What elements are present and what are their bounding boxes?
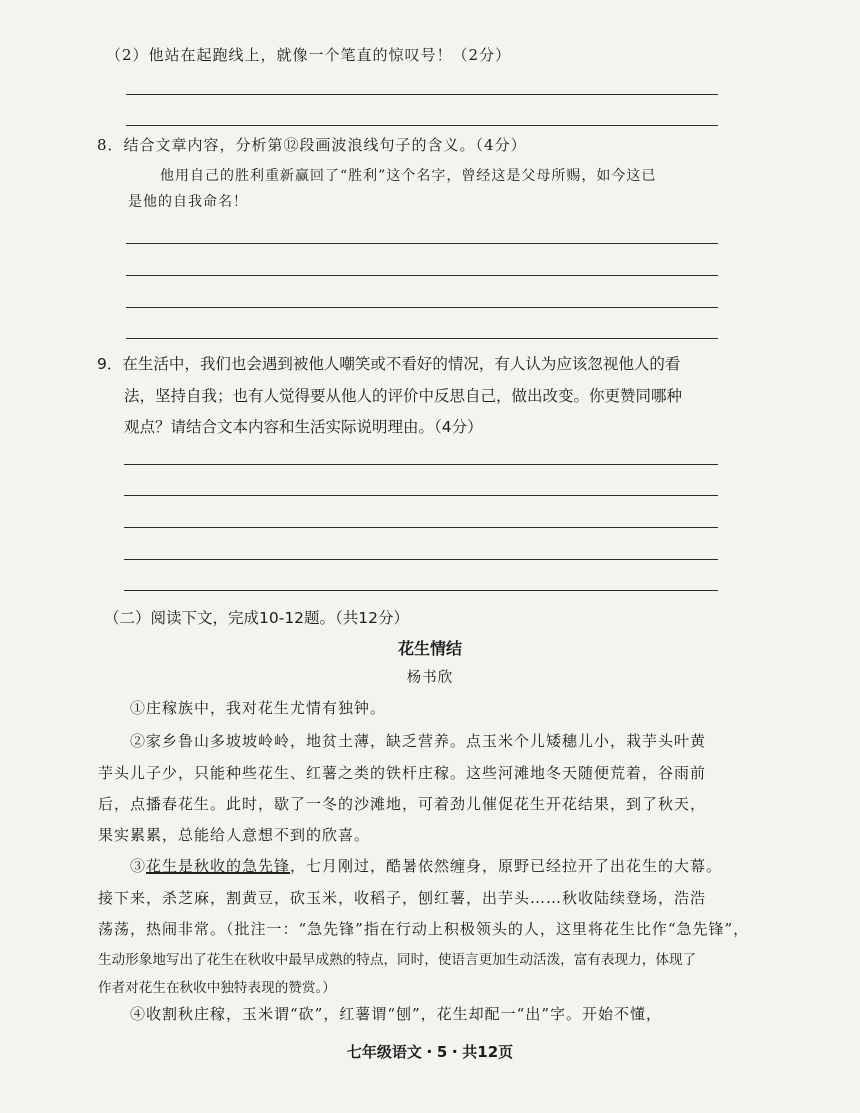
- question-9-line: 法，坚持自我；也有人觉得要从他人的评价中反思自己，做出改变。你更赞同哪种: [124, 387, 683, 405]
- paragraph-text: ，七月刚过，酷暑依然缠身，原野已经拉开了出花生的大幕。: [290, 857, 723, 875]
- annotation-line: 作者对花生在秋收中独特表现的赞赏。）: [98, 980, 336, 996]
- answer-line: [126, 338, 718, 339]
- paragraph-3-line: 荡荡，热闹非常。（批注一：“急先锋”指在行动上积极领头的人，这里将花生比作“急先锋”，: [98, 920, 750, 938]
- answer-line: [124, 495, 718, 496]
- paragraph-1: ①庄稼族中，我对花生尤情有独钟。: [130, 699, 387, 717]
- question-9-line: 观点？请结合文本内容和生活实际说明理由。（4分）: [124, 418, 483, 436]
- underlined-sentence: 花生是秋收的急先锋: [146, 857, 291, 875]
- section-heading: （二）阅读下文，完成10-12题。（共12分）: [104, 609, 410, 627]
- answer-line: [126, 307, 718, 308]
- question-9-line: 9．在生活中，我们也会遇到被他人嘲笑或不看好的情况，有人认为应该忽视他人的看: [97, 355, 681, 373]
- article-author: 杨书欣: [406, 670, 454, 686]
- paragraph-3-line: 接下来，杀芝麻，割黄豆，砍玉米，收稻子，刨红薯，出芋头……秋收陆续登场，浩浩: [98, 889, 707, 907]
- question-8-prompt: 8．结合文章内容，分析第⑫段画波浪线句子的含义。（4分）: [97, 136, 527, 154]
- answer-line: [124, 559, 718, 560]
- question-8-quote-line: 是他的自我命名！: [128, 194, 248, 210]
- answer-line: [126, 243, 718, 244]
- answer-line: [124, 590, 718, 591]
- page-footer: 七年级语文・5・共12页: [346, 1043, 514, 1061]
- answer-line: [126, 94, 718, 95]
- answer-line: [124, 527, 718, 528]
- paragraph-number: ③: [130, 857, 147, 875]
- question-7-2: （2）他站在起跑线上，就像一个笔直的惊叹号！（2分）: [106, 46, 512, 64]
- answer-line: [126, 275, 718, 276]
- article-title: 花生情结: [397, 639, 462, 658]
- answer-line: [126, 125, 718, 126]
- question-8-quote-line: 他用自己的胜利重新赢回了“胜利”这个名字，曾经这是父母所赐，如今这已: [160, 168, 657, 184]
- paragraph-2-line: 果实累累，总能给人意想不到的欣喜。: [98, 826, 371, 844]
- paragraph-2-line: 芋头儿子少，只能种些花生、红薯之类的铁杆庄稼。这些河滩地冬天随便荒着，谷雨前: [98, 764, 707, 782]
- paragraph-3-line: [130, 855, 722, 876]
- paragraph-2-line: ②家乡鲁山多坡坡岭岭，地贫土薄，缺乏营养。点玉米个儿矮穗儿小，栽芋头叶黄: [130, 732, 707, 750]
- annotation-line: 生动形象地写出了花生在秋收中最早成熟的特点，同时，使语言更加生动活泼，富有表现力，体现了: [98, 952, 697, 968]
- answer-line: [124, 464, 718, 465]
- paragraph-4-line: ④收割秋庄稼，玉米谓“砍”，红薯谓“刨”，花生却配一“出”字。开始不懂，: [130, 1005, 663, 1023]
- paragraph-2-line: 后，点播春花生。此时，歇了一冬的沙滩地，可着劲儿催促花生开花结果，到了秋天，: [98, 795, 707, 813]
